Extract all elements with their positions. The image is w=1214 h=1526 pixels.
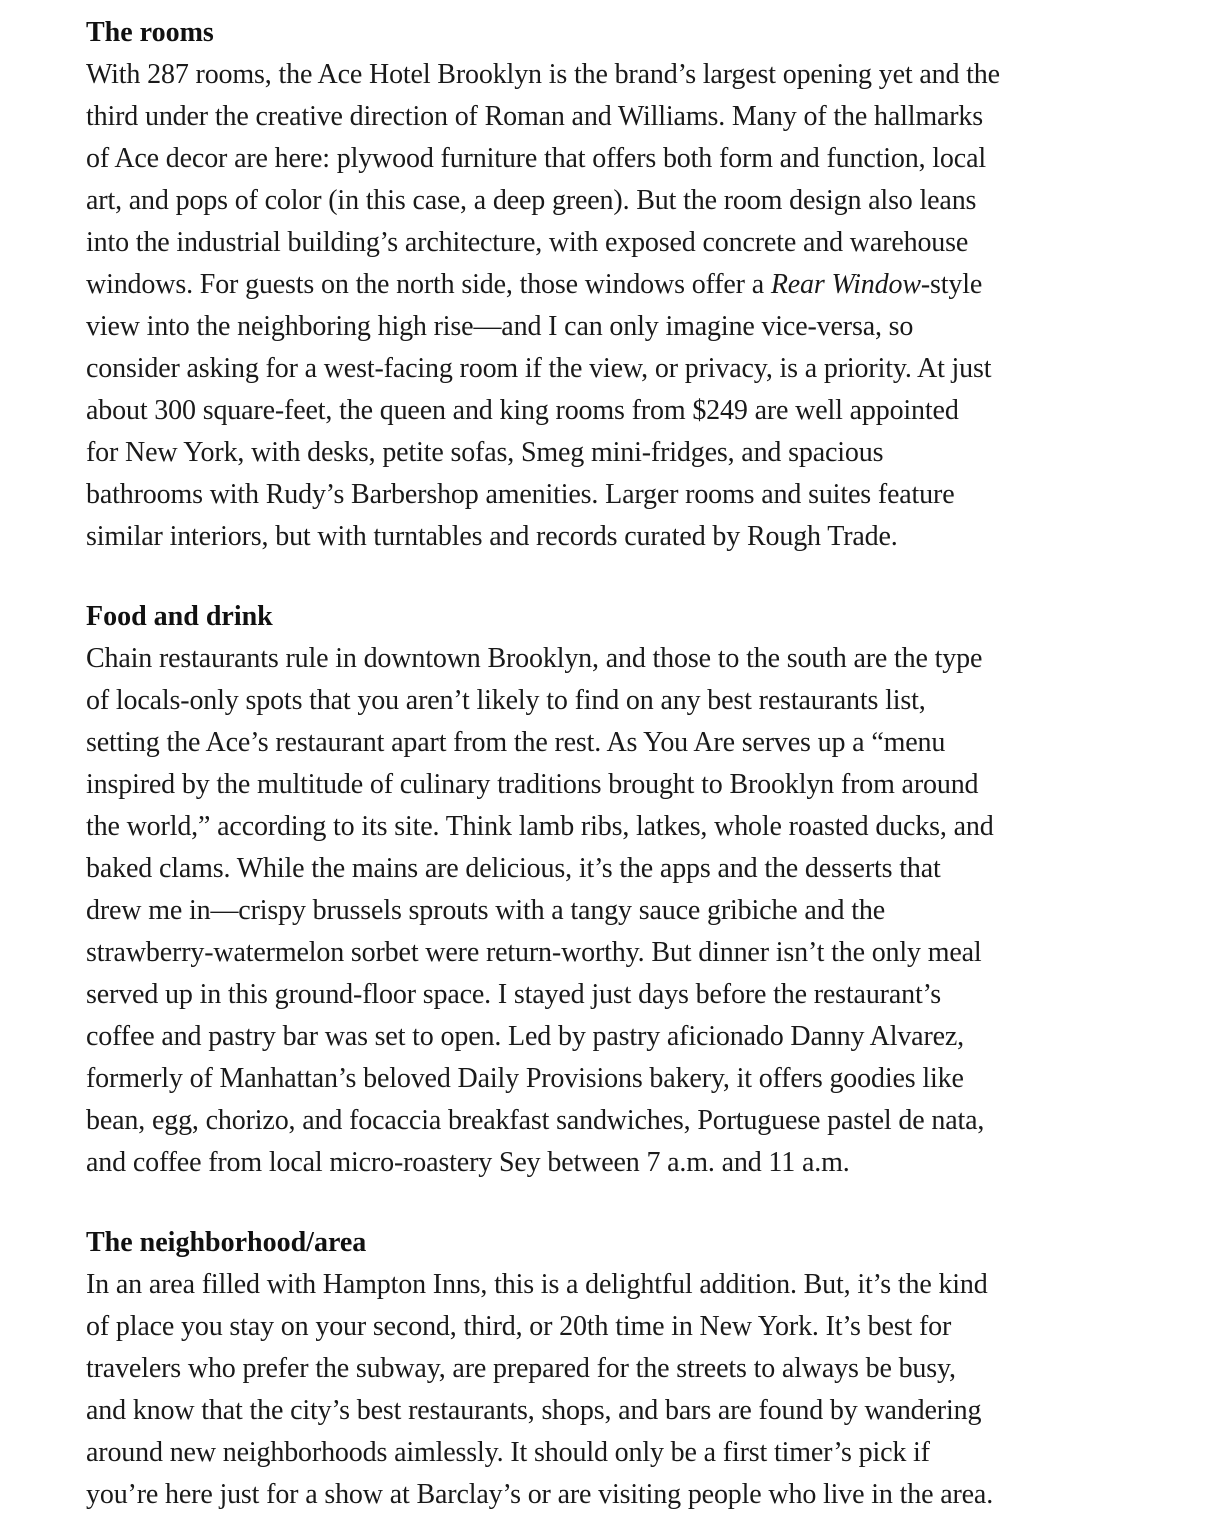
text-line: In an area filled with Hampton Inns, this is a delightful addition. But, it’s the kind	[86, 1269, 988, 1300]
text-line: travelers who prefer the subway, are prepared for the streets to always be busy,	[86, 1353, 956, 1384]
text-line: and know that the city’s best restaurants, shops, and bars are found by wandering	[86, 1395, 982, 1426]
film-title: Rear Window	[770, 269, 921, 300]
section-neighborhood	[86, 1222, 1186, 1516]
text-line: for New York, with desks, petite sofas, Smeg mini-fridges, and spacious	[86, 437, 884, 468]
text-line: consider asking for a west-facing room if the view, or privacy, is a priority. At just	[86, 353, 992, 384]
text-line: of Ace decor are here: plywood furniture that offers both form and function, local	[86, 143, 986, 174]
text-run: windows. For guests on the north side, those windows offer a	[86, 269, 771, 300]
text-line: served up in this ground-floor space. I stayed just days before the restaurant’s	[86, 979, 941, 1010]
text-line: art, and pops of color (in this case, a deep green). But the room design also leans	[86, 185, 977, 216]
text-line: similar interiors, but with turntables and records curated by Rough Trade.	[86, 521, 898, 552]
text-line: of locals-only spots that you aren’t likely to find on any best restaurants list,	[86, 685, 926, 716]
text-line: into the industrial building’s architecture, with exposed concrete and warehouse	[86, 227, 969, 258]
text-line: With 287 rooms, the Ace Hotel Brooklyn is the brand’s largest opening yet and the	[86, 59, 1000, 90]
text-line: setting the Ace’s restaurant apart from the rest. As You Are serves up a “menu	[86, 727, 946, 758]
text-line: you’re here just for a show at Barclay’s or are visiting people who live in the area.	[86, 1479, 994, 1510]
article-body	[86, 12, 1186, 1516]
text-line: bathrooms with Rudy’s Barbershop amenities. Larger rooms and suites feature	[86, 479, 955, 510]
text-line: coffee and pastry bar was set to open. Led by pastry aficionado Danny Alvarez,	[86, 1021, 965, 1052]
text-line: strawberry-watermelon sorbet were return-worthy. But dinner isn’t the only meal	[86, 937, 982, 968]
section-paragraph	[86, 638, 1186, 1184]
text-line: of place you stay on your second, third, or 20th time in New York. It’s best for	[86, 1311, 952, 1342]
section-paragraph	[86, 1264, 1186, 1516]
section-food-and-drink	[86, 596, 1186, 1184]
text-line: bean, egg, chorizo, and focaccia breakfast sandwiches, Portuguese pastel de nata,	[86, 1105, 985, 1136]
section-rooms	[86, 12, 1186, 558]
section-paragraph	[86, 54, 1186, 558]
text-line	[86, 264, 1186, 306]
section-heading: The rooms	[86, 17, 214, 48]
text-line: formerly of Manhattan’s beloved Daily Provisions bakery, it offers goodies like	[86, 1063, 964, 1094]
text-line: about 300 square-feet, the queen and king rooms from $249 are well appointed	[86, 395, 959, 426]
text-line: drew me in—crispy brussels sprouts with a tangy sauce gribiche and the	[86, 895, 885, 926]
text-line: the world,” according to its site. Think lamb ribs, latkes, whole roasted ducks, and	[86, 811, 994, 842]
text-line: and coffee from local micro-roastery Sey between 7 a.m. and 11 a.m.	[86, 1147, 850, 1178]
section-heading: Food and drink	[86, 601, 273, 632]
text-line: around new neighborhoods aimlessly. It should only be a first timer’s pick if	[86, 1437, 930, 1468]
text-line: view into the neighboring high rise—and I can only imagine vice-versa, so	[86, 311, 914, 342]
text-line: third under the creative direction of Roman and Williams. Many of the hallmarks	[86, 101, 984, 132]
text-run: -style	[920, 269, 983, 300]
text-line: baked clams. While the mains are delicious, it’s the apps and the desserts that	[86, 853, 941, 884]
text-line: inspired by the multitude of culinary traditions brought to Brooklyn from around	[86, 769, 979, 800]
text-line: Chain restaurants rule in downtown Brooklyn, and those to the south are the type	[86, 643, 983, 674]
section-heading: The neighborhood/area	[86, 1227, 367, 1258]
